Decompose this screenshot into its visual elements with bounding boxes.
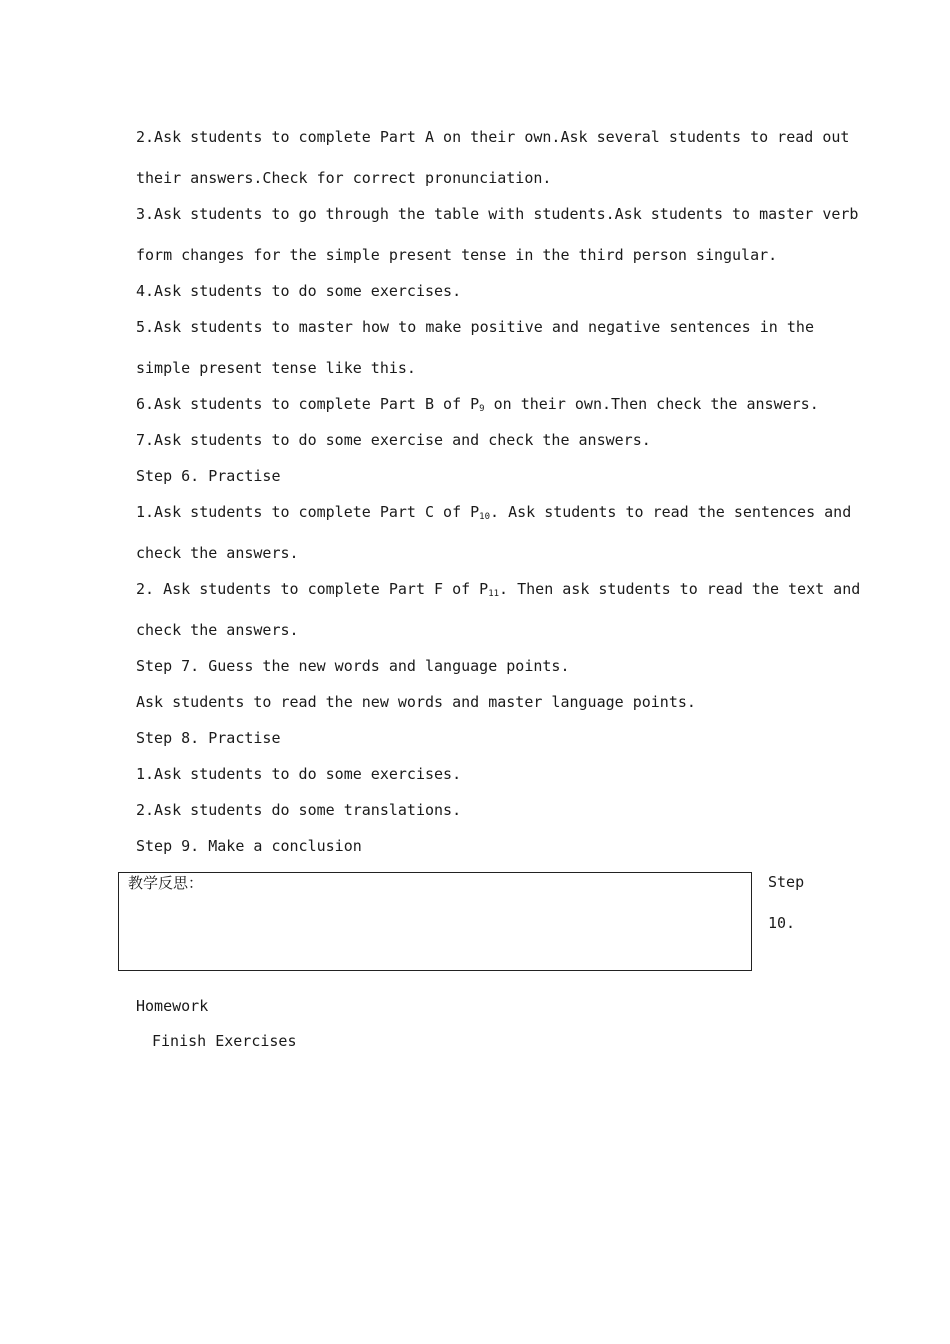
text-line: 2.Ask students to complete Part A on their own.Ask several students to read out <box>136 128 850 146</box>
text-line: their answers.Check for correct pronunciation. <box>136 169 552 187</box>
step-side-number: 10. <box>768 914 796 932</box>
step-heading: Step 8. Practise <box>136 729 281 747</box>
homework-title: Homework <box>136 997 209 1015</box>
text-segment: . Ask students to read the sentences and <box>490 503 852 521</box>
page-subscript: 11 <box>488 589 500 599</box>
text-segment: 6.Ask students to complete Part B of P <box>136 395 480 413</box>
step-heading: Step 6. Practise <box>136 467 281 485</box>
reflection-box <box>118 872 752 971</box>
text-line <box>136 580 861 599</box>
text-line: 4.Ask students to do some exercises. <box>136 282 462 300</box>
reflection-label: 教学反思： <box>128 874 204 892</box>
text-line: 3.Ask students to go through the table with students.Ask students to master verb <box>136 205 859 223</box>
step-heading: Step 7. Guess the new words and language points. <box>136 657 570 675</box>
text-line: check the answers. <box>136 621 299 639</box>
homework-task: Finish Exercises <box>152 1032 297 1050</box>
text-segment: 2. Ask students to complete Part F of $P_{11}$ <box>136 580 500 599</box>
text-segment: 1.Ask students to complete Part C of $P_{10}$ <box>136 503 491 522</box>
page-subscript: 9 <box>479 404 485 414</box>
step-side-label: Step <box>768 873 805 891</box>
text-line: 2.Ask students do some translations. <box>136 801 462 819</box>
text-line: 7.Ask students to do some exercise and check the answers. <box>136 431 651 449</box>
text-segment: on their own.Then check the answers. <box>484 395 819 413</box>
text-line: 1.Ask students to do some exercises. <box>136 765 462 783</box>
step-heading: Step 9. Make a conclusion <box>136 837 362 855</box>
text-line: form changes for the simple present tense in the third person singular. <box>136 246 778 264</box>
text-line <box>136 395 819 413</box>
text-line: Ask students to read the new words and master language points. <box>136 693 696 711</box>
text-segment: . Then ask students to read the text and <box>499 580 861 598</box>
text-line: simple present tense like this. <box>136 359 416 377</box>
text-line: 5.Ask students to master how to make positive and negative sentences in the <box>136 318 814 336</box>
text-line <box>136 503 852 522</box>
text-line: check the answers. <box>136 544 299 562</box>
page-subscript: 10 <box>479 512 491 522</box>
